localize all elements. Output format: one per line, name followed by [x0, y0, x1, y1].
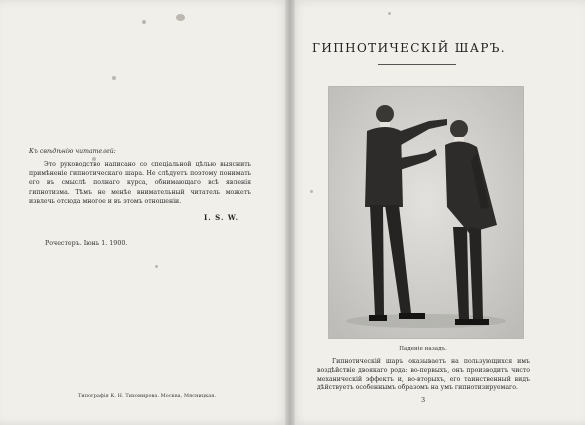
- hypnotist-illustration: [329, 87, 523, 338]
- to-reader-heading: Къ свѣдѣнію читателей:: [29, 148, 116, 155]
- foreword-text: [29, 160, 251, 206]
- illustration-plate: [328, 86, 524, 339]
- page-title: ГИПНОТИЧЕСКІЙ ШАРЪ.: [312, 41, 506, 55]
- paper-stain: [388, 12, 391, 15]
- body-paragraph: Гипнотическій шаръ оказываетъ на пользующихся имъ воздѣйствіе двоякаго рода: во-первыхъ, онъ производитъ чисто механическій эффектъ и, во-вторыхъ, его таинственный видъ дѣйствуетъ особеннымъ образомъ на умъ гипнотизируемаго.: [317, 358, 530, 392]
- paper-stain: [142, 20, 146, 24]
- book-gutter: [285, 0, 295, 425]
- printer-imprint: Типографія К. Н. Тихомирова. Москва, Мясницкая.: [78, 393, 217, 399]
- author-signature: I. S. W.: [204, 213, 240, 222]
- place-date: Рочестеръ. Іюнь 1. 1900.: [45, 240, 128, 247]
- plate-caption: Паденіе назадъ.: [399, 346, 447, 352]
- body-text: [317, 358, 530, 393]
- title-rule: [378, 64, 456, 65]
- paper-stain: [176, 14, 185, 21]
- left-page: [0, 0, 290, 425]
- paper-stain: [155, 265, 158, 268]
- foreword-paragraph: Это руководство написано со спеціальной цѣлью выяснить примѣненіе гипнотическаго шара. Не слѣдуетъ поэтому понимать его въ смыслѣ полнаго курса, обнимающаго всѣ явленія гипнотизма. Тѣмъ не менѣе внимательный читатель можетъ извлечь отсюда многое и въ этомъ отношеніи.: [29, 161, 251, 205]
- paper-stain: [310, 190, 313, 193]
- page-number: 3: [421, 396, 426, 404]
- paper-stain: [112, 76, 116, 80]
